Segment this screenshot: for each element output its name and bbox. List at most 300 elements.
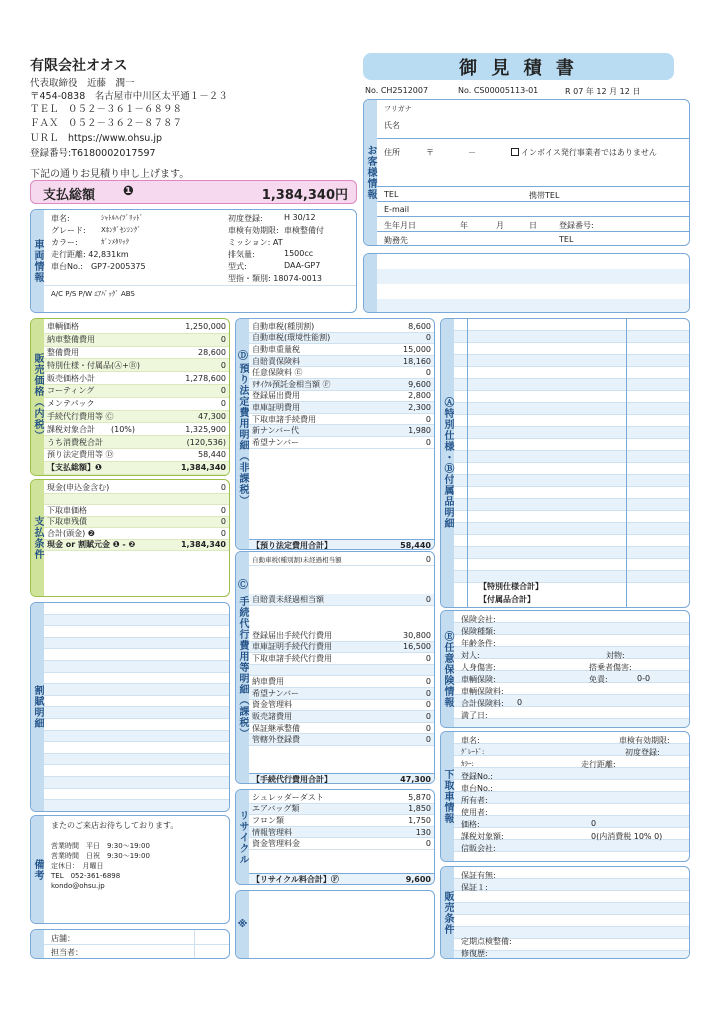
accessory-total-label: 【付属品合計】: [479, 595, 535, 604]
tradein-line: [454, 816, 689, 828]
installment-details: [30, 602, 230, 812]
option-line: [454, 439, 689, 451]
salescond-line: [454, 915, 689, 927]
blank-box: [363, 253, 690, 313]
total-label: 支払総額: [43, 188, 96, 203]
deposit-row: [249, 402, 434, 414]
installment-line: [44, 684, 229, 696]
installment-line: [44, 707, 229, 719]
deposit-value: 1,980: [408, 426, 431, 436]
tradein-inspect: 車検有効期限:: [619, 736, 670, 745]
displacement-label: 排気量:: [228, 250, 255, 259]
first-reg-value: H 30/12: [284, 213, 316, 222]
ins-passenger: 搭乗者傷害:: [589, 663, 632, 672]
installment-line: [44, 696, 229, 708]
tradein-credit: 信販会社:: [461, 844, 496, 853]
deposit-row: [249, 367, 434, 379]
email-label: E-mail: [384, 205, 410, 214]
insurance-unexpired-label: 自賠責未経過相当額: [252, 595, 324, 604]
recycle-label: エアバッグ類: [252, 804, 300, 814]
deposit-row: [249, 425, 434, 437]
deposit-value: 2,300: [408, 402, 431, 412]
color-label: カラー:: [51, 238, 78, 247]
payment-row: [44, 517, 229, 529]
sales-price: [30, 318, 230, 476]
tradein-info: [440, 731, 690, 862]
warranty1-label: 保証１:: [461, 883, 488, 892]
deposit-label: 新ナンバー代: [252, 426, 300, 436]
option-line: [454, 427, 689, 439]
sales-row: [44, 372, 229, 385]
option-line: [454, 487, 689, 499]
sales-label: 納車整備費用: [47, 335, 95, 345]
option-line: [454, 403, 689, 415]
ins-deduct-value: 0-0: [637, 674, 651, 683]
tradein-user: 使用者:: [461, 808, 488, 817]
deposit-value: 15,000: [403, 344, 431, 354]
deposit-row: [249, 333, 434, 345]
proxy-value: 0: [425, 653, 431, 663]
proxy-row: [249, 734, 434, 746]
proxy-fees: [235, 551, 435, 784]
sales-label: 整備費用: [47, 347, 79, 357]
company-fax: ＦＡＸ ０５２－３６２－８７８７: [30, 118, 183, 129]
payment-row: [44, 528, 229, 540]
note-line: kondo@ohsu.jp: [51, 882, 105, 890]
ins-vehicle-premium: 車輌保険料:: [461, 687, 504, 696]
sales-row: [44, 334, 229, 347]
proxy-row: [249, 665, 434, 677]
insurance-info: [440, 610, 690, 728]
inspect-value: 車検整備付: [284, 226, 324, 235]
ins-object: 対物:: [606, 651, 625, 660]
recycle-label: フロン類: [252, 815, 284, 825]
proxy-row: [249, 676, 434, 688]
deposit-row: [249, 344, 434, 356]
memo-label: ※: [236, 891, 249, 958]
note-line: 営業時間 日祝 9:30～19:00: [51, 852, 150, 860]
recycle-value: 1,750: [408, 815, 431, 825]
deposit-label: 預り法定費用明細（非課税）: [236, 319, 249, 549]
birth-label: 生年月日: [384, 221, 416, 230]
recycle-label: リサイクル: [236, 790, 249, 884]
sales-value: 1,250,000: [185, 322, 226, 332]
tradein-color: ｶﾗｰ:: [461, 760, 474, 768]
deposit-fees: [235, 318, 435, 550]
proxy-row: [249, 700, 434, 712]
deposit-value: 0: [425, 414, 431, 424]
tradein-name: 車名:: [461, 736, 480, 745]
mobile-label: 携帯TEL: [529, 191, 560, 200]
installment-line: [44, 626, 229, 638]
option-line: [454, 451, 689, 463]
proxy-label: 資金管理料: [252, 700, 292, 710]
note-line: 営業時間 平日 9:30～19:00: [51, 842, 150, 850]
payment-row: [44, 494, 229, 506]
grade-label: グレード:: [51, 226, 86, 235]
sales-value: 47,300: [198, 411, 226, 421]
customer-info: [363, 99, 690, 246]
birth-year: 年: [460, 221, 468, 230]
payment-label: 支払条件: [31, 480, 44, 596]
proxy-label: 車庫証明手続代行費用: [252, 642, 332, 652]
postal-mark: 〒: [426, 148, 434, 157]
deposit-mark: Ⓓ: [238, 351, 248, 362]
proxy-label: 管轄外登録費: [252, 735, 300, 745]
installment-line: [44, 638, 229, 650]
sales-label: メンテパック: [47, 399, 95, 409]
sales-row: [44, 321, 229, 334]
deposit-total-label: 【預り法定費用合計】: [252, 540, 332, 550]
installment-line: [44, 661, 229, 673]
postal-dash: －: [468, 148, 476, 157]
payment-value: 0: [220, 528, 226, 538]
installment-line: [44, 603, 229, 615]
proxy-label: 手続代行費用等明細（課税）: [236, 552, 249, 783]
installment-line: [44, 673, 229, 685]
proxy-label: 納車費用: [252, 677, 284, 687]
deposit-row: [249, 356, 434, 368]
tradein-price: 価格:: [461, 820, 480, 829]
proxy-value: 16,500: [403, 642, 431, 652]
sales-row: [44, 449, 229, 462]
tradein-chassis: 車台No.:: [461, 784, 493, 793]
insurance-unexpired-value: 0: [425, 595, 431, 604]
sales-label: 預り法定費用等 Ⓓ: [47, 450, 114, 460]
tradein-first: 初度登録:: [625, 748, 660, 757]
installment-line: [44, 777, 229, 789]
payment-conditions: [30, 479, 230, 597]
total-value: 1,384,340円: [261, 188, 348, 203]
proxy-row: [249, 723, 434, 735]
staff-label: 担当者：: [51, 948, 83, 957]
sales-value: 0: [220, 335, 226, 345]
recycle-value: 5,870: [408, 792, 431, 802]
deposit-row: [249, 391, 434, 403]
proxy-label: 希望ナンバー: [252, 688, 300, 698]
proxy-row: [249, 653, 434, 665]
option-line: [454, 463, 689, 475]
sales-label: 特別仕様・付属品(Ⓐ+Ⓑ): [47, 360, 140, 370]
installment-line: [44, 615, 229, 627]
sales-value: 0: [220, 399, 226, 409]
sales-label: 手続代行費用等 Ⓒ: [47, 411, 114, 421]
reg-label: 登録番号:: [559, 221, 594, 230]
deposit-value: 2,800: [408, 391, 431, 401]
installment-line: [44, 789, 229, 801]
deposit-label: 自賠責保険料: [252, 356, 300, 366]
recycle-row: [249, 838, 434, 850]
recycle-row: [249, 827, 434, 839]
option-line: [454, 523, 689, 535]
installment-line: [44, 731, 229, 743]
proxy-value: 0: [425, 677, 431, 687]
insurance-line: [454, 719, 689, 728]
proxy-total-value: 47,300: [400, 774, 431, 784]
options-details: [440, 318, 690, 608]
inspect-label: 車検有効期限:: [228, 226, 279, 235]
first-reg-label: 初度登録:: [228, 214, 263, 223]
option-line: [454, 499, 689, 511]
payment-value: 0: [220, 482, 226, 492]
recycle-total-value: 9,600: [405, 874, 431, 884]
sales-value: 0: [220, 386, 226, 396]
tradein-tax-value: 0(内消費税 10% 0): [591, 832, 663, 841]
salescond-label: 販売条件: [441, 867, 454, 958]
payment-value: 1,384,340: [180, 540, 226, 550]
tradein-owner: 所有者:: [461, 796, 488, 805]
mileage: 走行距離: 42,831km: [51, 250, 129, 259]
periodic-label: 定期点検整備:: [461, 937, 512, 946]
proxy-value: 30,800: [403, 630, 431, 640]
deposit-value: 18,160: [403, 356, 431, 366]
store-label: 店舗：: [51, 934, 75, 943]
tel-label: TEL: [384, 190, 399, 199]
ins-company: 保険会社:: [461, 615, 496, 624]
sales-value: 1,384,340: [180, 463, 226, 473]
memo: [235, 890, 435, 959]
displacement-value: 1500cc: [284, 249, 314, 258]
proxy-value: 0: [425, 723, 431, 733]
option-line: [454, 367, 689, 379]
ins-total-value: 0: [517, 698, 523, 707]
tradein-tax: 課税対象額:: [461, 832, 504, 841]
payment-row: [44, 482, 229, 494]
document-title: 御 見 積 書: [459, 57, 578, 79]
option-line: [454, 355, 689, 367]
note-line: [51, 831, 178, 841]
chassis-no: 車台No.: GP7-2005375: [51, 262, 146, 271]
installment-line: [44, 719, 229, 731]
payment-label: 現金 or 割賦元金 ❶ - ❷: [47, 540, 136, 550]
company-rep: 代表取締役 近藤 潤一: [30, 78, 135, 89]
vehicle-label: 車両情報: [31, 210, 44, 312]
note-line: またのご来店お待ちしております。: [51, 821, 179, 830]
deposit-value: 8,600: [408, 321, 431, 331]
store-info: [30, 929, 230, 959]
recycle-value: 1,850: [408, 804, 431, 814]
sales-label: 販売価格小計: [47, 373, 95, 383]
note-line: 定休日： 月曜日: [51, 862, 104, 870]
total-box: [30, 180, 357, 204]
furigana-label: フリガナ: [384, 105, 412, 113]
deposit-value: 9,600: [408, 379, 431, 389]
salescond-line: [454, 891, 689, 903]
type-designation: 型指・類別: 18074-0013: [228, 274, 322, 283]
deposit-label: ﾘｻｲｸﾙ預託金相当額 Ⓕ: [252, 379, 331, 389]
option-line: [454, 535, 689, 547]
installment-line: [44, 754, 229, 766]
recycle-label: 資金管理料金: [252, 839, 300, 849]
deposit-row: [249, 379, 434, 391]
deposit-label: 登録届出費用: [252, 391, 300, 401]
ins-deduct: 免責:: [589, 675, 608, 684]
option-line: [454, 559, 689, 571]
payment-value: 0: [220, 505, 226, 515]
proxy-label: 販売諸費用: [252, 711, 292, 721]
car-name-label: 車名:: [51, 214, 70, 223]
company-name: 有限会社オオス: [30, 58, 128, 74]
note-line: TEL 052-361-6898: [51, 872, 121, 880]
recycle-label: 情報管理料: [252, 827, 292, 837]
ins-expire: 満了日:: [461, 711, 488, 720]
sales-value: 1,278,600: [185, 373, 226, 383]
sales-label: 販売価格（内税）: [31, 319, 44, 475]
model-label: 型式:: [228, 262, 247, 271]
company-reg: 登録番号:T6180002017597: [30, 148, 156, 159]
proxy-value: 0: [425, 711, 431, 721]
recycle-row: [249, 792, 434, 804]
option-line: [454, 343, 689, 355]
grade-value: Xﾎﾝﾀﾞｾﾝｼﾝｸﾞ: [101, 226, 141, 234]
invoice-label: インボイス発行事業者ではありません: [521, 148, 657, 157]
installment-line: [44, 800, 229, 812]
sales-value: 28,600: [198, 347, 226, 357]
sales-label: うち消費税合計: [47, 437, 103, 447]
sales-row: [44, 462, 229, 475]
sales-value: 1,325,900: [185, 424, 226, 434]
sales-row: [44, 347, 229, 360]
sales-row: [44, 436, 229, 449]
option-line: [454, 319, 689, 331]
address-label: 住所: [384, 148, 400, 157]
car-name-value: ｼｬﾄﾙﾊｲﾌﾞﾘｯﾄﾞ: [101, 214, 143, 222]
deposit-value: 0: [425, 437, 431, 447]
doc-date: R 07 年 12 月 12 日: [565, 87, 641, 96]
tradein-label: 下取車情報: [441, 732, 454, 861]
name-label: 氏名: [384, 121, 400, 130]
ins-person: 対人:: [461, 651, 480, 660]
sales-value: 0: [220, 360, 226, 370]
warranty-label: 保証有無:: [461, 871, 496, 880]
installment-line: [44, 742, 229, 754]
sales-row: [44, 398, 229, 411]
option-line: [454, 415, 689, 427]
deposit-label: 下取車諸手続費用: [252, 414, 316, 424]
unexpired-tax-label: 自動車税(種別割)未経過相当額: [252, 556, 342, 564]
option-line: [454, 511, 689, 523]
proxy-total-label: 【手続代行費用合計】: [252, 774, 332, 784]
deposit-row: [249, 437, 434, 449]
customer-label: お客様情報: [364, 100, 377, 245]
sales-label: 【支払総額】❶: [47, 463, 102, 473]
total-mark: ❶: [123, 184, 135, 199]
proxy-row: [249, 630, 434, 642]
deposit-value: 0: [425, 368, 431, 378]
title-banner: [363, 53, 674, 80]
notes-label: 備考: [31, 816, 44, 923]
option-line: [454, 475, 689, 487]
deposit-value: 0: [425, 333, 431, 343]
tradein-grade: ｸﾞﾚｰﾄﾞ:: [461, 748, 485, 756]
payment-row: [44, 540, 229, 552]
repair-label: 修復歴:: [461, 949, 488, 958]
unexpired-tax-value: 0: [425, 555, 431, 564]
tradein-regno: 登録No.:: [461, 772, 493, 781]
tradein-line: [454, 804, 689, 816]
invoice-checkbox[interactable]: [511, 148, 519, 156]
recycle-fees: [235, 789, 435, 885]
company-url: ＵＲＬ https://www.ohsu.jp: [30, 133, 163, 144]
proxy-row: [249, 711, 434, 723]
salescond-line: [454, 951, 689, 959]
vehicle-info: [30, 209, 357, 313]
proxy-row: [249, 688, 434, 700]
intro-text: 下記の通りお見積り申し上げます。: [30, 169, 190, 180]
salescond-line: [454, 903, 689, 915]
ins-total: 合計保険料:: [461, 699, 504, 708]
deposit-label: 車庫証明費用: [252, 402, 300, 412]
proxy-label: 下取車諸手続代行費用: [252, 653, 332, 663]
sales-label: 車輌価格: [47, 322, 79, 332]
payment-label: 下取車価格: [47, 505, 87, 515]
sales-row: [44, 423, 229, 436]
sales-label: 課税対象合計 (10%): [47, 424, 136, 434]
work-tel-label: TEL: [559, 235, 574, 244]
options-label: Ⓐ特別仕様・Ⓑ付属品明細: [441, 319, 454, 607]
deposit-label: 自動車税(環境性能割): [252, 333, 331, 343]
deposit-row: [249, 414, 434, 426]
payment-row: [44, 505, 229, 517]
company-address: 〒454-0838 名古屋市中川区太平通１－２３: [30, 91, 228, 102]
installment-line: [44, 765, 229, 777]
sales-row: [44, 411, 229, 424]
deposit-row: [249, 321, 434, 333]
installment-label: 割賦明細: [31, 603, 44, 811]
payment-label: 現金(申込金含む): [47, 482, 110, 492]
installment-line: [44, 649, 229, 661]
birth-day: 日: [529, 221, 537, 230]
proxy-row: [249, 642, 434, 654]
payment-label: 下取車残債: [47, 517, 87, 527]
birth-month: 月: [496, 221, 504, 230]
proxy-label: 保証継承整備: [252, 723, 300, 733]
model-value: DAA-GP7: [284, 261, 321, 270]
payment-label: 合計(頭金) ❷: [47, 528, 95, 538]
option-line: [454, 379, 689, 391]
deposit-label: 自動車税(種別割): [252, 321, 315, 331]
work-label: 勤務先: [384, 236, 408, 245]
ins-injury: 人身傷害:: [461, 663, 496, 672]
deposit-label: 自動車重量税: [252, 344, 300, 354]
recycle-value: 130: [415, 827, 431, 837]
option-line: [454, 547, 689, 559]
proxy-label: 登録届出手続代行費用: [252, 630, 332, 640]
ins-kind: 保険種類:: [461, 627, 496, 636]
tradein-mileage: 走行距離:: [581, 760, 616, 769]
tradein-price-value: 0: [591, 819, 597, 828]
sales-conditions: [440, 866, 690, 959]
recycle-value: 0: [425, 839, 431, 849]
ins-age: 年齢条件:: [461, 639, 496, 648]
doc-no-1: No. CH2512007: [365, 86, 429, 95]
proxy-mark: Ⓒ: [238, 580, 248, 591]
deposit-total-value: 58,440: [400, 540, 431, 550]
recycle-row: [249, 815, 434, 827]
doc-no-2: No. CS00005113-01: [458, 86, 539, 95]
ins-vehicle: 車輌保険:: [461, 675, 496, 684]
notes: [30, 815, 230, 924]
payment-value: 0: [220, 517, 226, 527]
sales-value: (120,536): [186, 437, 226, 447]
recycle-row: [249, 804, 434, 816]
insurance-label: Ⓔ任意保険情報: [441, 611, 454, 727]
deposit-label: 任意保険料 Ⓔ: [252, 368, 303, 378]
proxy-value: 0: [425, 700, 431, 710]
sales-row: [44, 385, 229, 398]
deposit-label: 希望ナンバー: [252, 437, 300, 447]
sales-value: 58,440: [198, 450, 226, 460]
